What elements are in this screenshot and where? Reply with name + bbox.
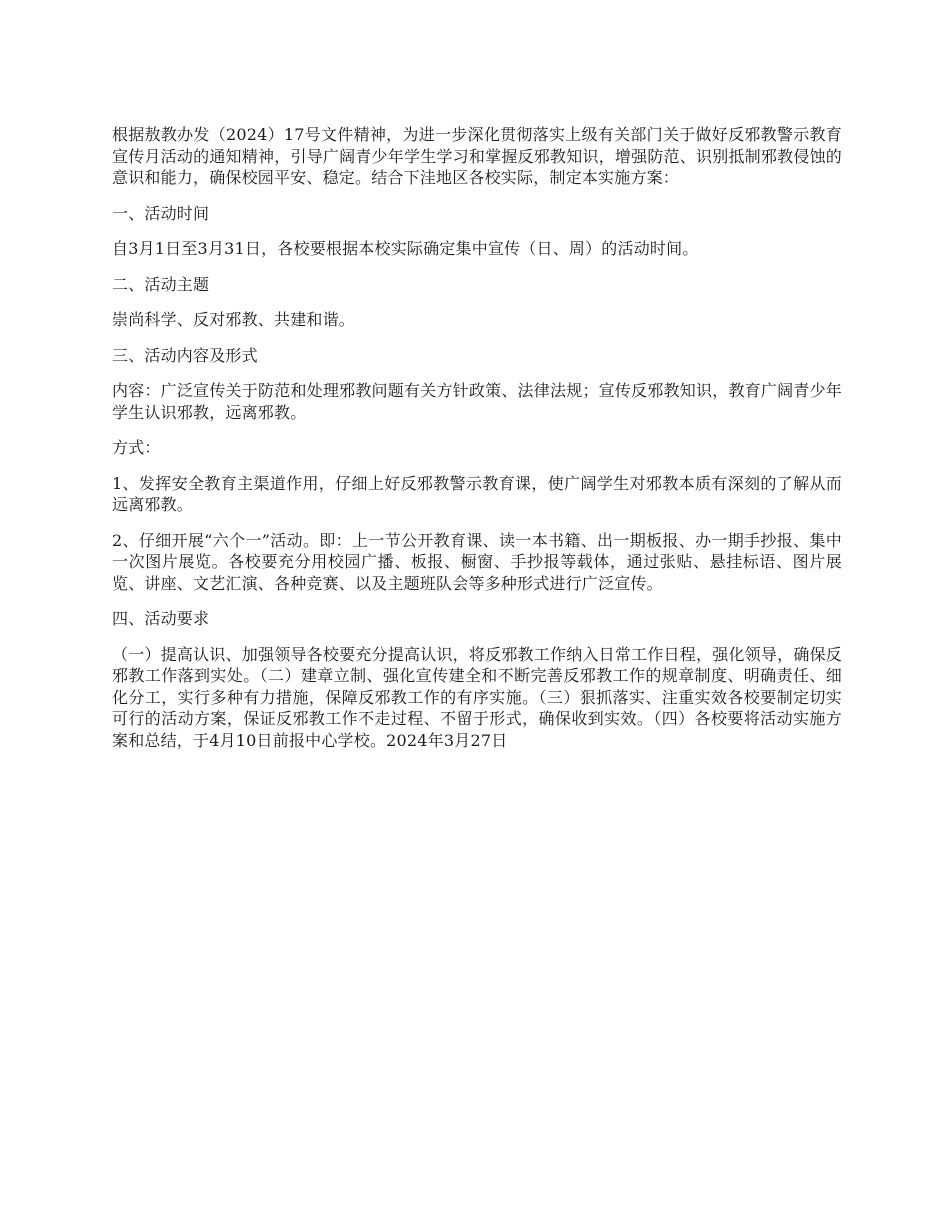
- section-2-body: 崇尚科学、反对邪教、共建和谐。: [112, 310, 356, 329]
- section-4-heading: 四、活动要求: [112, 609, 210, 628]
- section-4-body: （一）提高认识、加强领导各校要充分提高认识，将反邪教工作纳入日常工作日程，强化领导，确保反邪教工作落到实处。（二）建章立制、强化宣传建全和不断完善反邪教工作的规章制度、明确责任、细化分工，实行多种有力措施，保障反邪教工作的有序实施。（三）狠抓落实、注重实效各校要制定切实可行的活动方案，保证反邪教工作不走过程、不留于形式，确保收到实效。（四）各校要将活动实施方案和总结，于4月10日前报中心学校。2024年3月27日: [112, 644, 842, 750]
- section-2-heading: 二、活动主题: [112, 274, 210, 294]
- section-1-heading: 一、活动时间: [112, 203, 210, 223]
- document-body: [112, 124, 842, 765]
- intro-paragraph: 根据敖教办发（2024）17号文件精神，为进一步深化贯彻落实上级有关部门关于做好反邪教警示教育宣传月活动的通知精神，引导广阔青少年学生学习和掌握反邪教知识，增强防范、识别抵制邪教侵蚀的意识和能力，确保校园平安、稳定。结合下洼地区各校实际，制定本实施方案：: [112, 125, 842, 187]
- section-3-method-label: 方式：: [112, 438, 161, 457]
- section-3-item-2: 2、仔细开展“六个一”活动。即：上一节公开教育课、读一本书籍、出一期板报、办一期手抄报、集中一次图片展览。各校要充分用校园广播、板报、橱窗、手抄报等载体，通过张贴、悬挂标语、图片展览、讲座、文艺汇演、各种竞赛、以及主题班队会等多种形式进行广泛宣传。: [112, 530, 842, 593]
- section-3-content: 内容：广泛宣传关于防范和处理邪教问题有关方针政策、法律法规；宣传反邪教知识，教育广阔青少年学生认识邪教，远离邪教。: [112, 381, 842, 422]
- section-3-heading: 三、活动内容及形式: [112, 345, 258, 365]
- section-3-item-1: 1、发挥安全教育主渠道作用，仔细上好反邪教警示教育课，使广阔学生对邪教本质有深刻的了解从而远离邪教。: [112, 473, 842, 514]
- section-1-body: 自3月1日至3月31日，各校要根据本校实际确定集中宣传（日、周）的活动时间。: [112, 239, 699, 258]
